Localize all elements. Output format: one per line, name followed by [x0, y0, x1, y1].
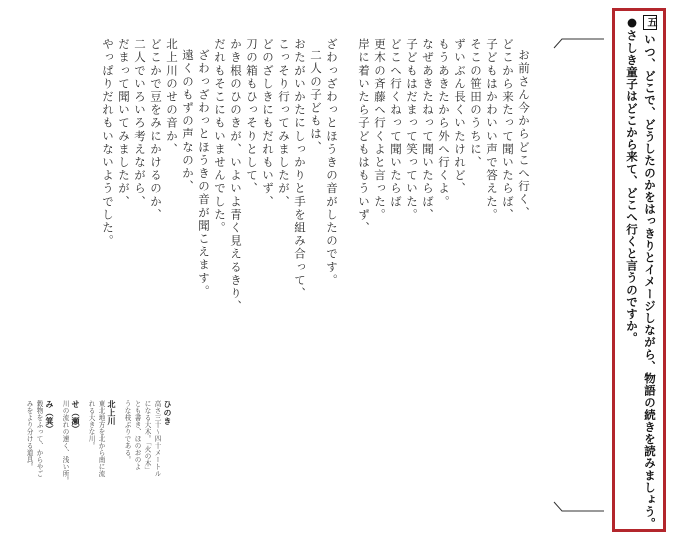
- story-line: ざわっざわっとほうきの音がしたのです。: [325, 38, 339, 287]
- note-se: せ（瀬） 川の流れの速く、浅い所。: [60, 400, 80, 530]
- note-mi: み（箕） 穀物をふって、からやご みをより分ける道具。: [24, 400, 54, 530]
- story-line: かき根のひのきが、いよいよ青く見えるきり、: [229, 38, 243, 314]
- note-term: み（箕）: [45, 400, 54, 434]
- story-line: どこへ行くねって聞いたらば: [389, 38, 403, 209]
- instruction-line-1: 五いつ、どこで、どうしたのかをはっきりとイメージしながら、物語の続きを読みましょう。: [643, 17, 657, 530]
- story-line: お前さん今からどこへ行く、: [517, 49, 531, 220]
- story-line: どのざしきにもだれもいず、: [261, 38, 275, 209]
- story-line: 二人の子どもは、: [309, 49, 323, 154]
- paragraph-gap: [340, 38, 356, 358]
- instruction-box: [612, 8, 666, 532]
- note-term: 北上川: [107, 400, 116, 426]
- glossary-notes: [2, 400, 172, 530]
- note-hinoki: ひのき 高さ三十〜四十メートル になる大木。「火の木」 とも書き、ほのおのよ うな枝ぶりである。: [122, 400, 172, 530]
- story-line: 岸に着いたら子どもはもういず、: [357, 38, 371, 235]
- story-line: 子どもはだまって笑っていた。: [405, 38, 419, 222]
- story-line: おたがいかたにしっかりと手を組み合って、: [293, 38, 307, 300]
- note-kitakamigawa: 北上川 東北地方を北から南に流 れる大きな川。: [86, 400, 116, 530]
- section-number: 五: [645, 17, 656, 28]
- note-term: せ（瀬）: [71, 400, 80, 434]
- note-term: ひのき: [163, 400, 172, 426]
- story-line: どこから来たって聞いたらば、: [501, 38, 515, 222]
- story-text: [101, 38, 532, 358]
- story-line: 更木の斉藤へ行くよと言った。: [373, 38, 387, 222]
- story-line: そこの笹田のうちに、: [469, 38, 483, 169]
- story-line: やっぱりだれもいないようでした。: [101, 38, 115, 248]
- story-line: だれもそこにもいませんでした。: [213, 38, 227, 235]
- story-line: ざわっざわっとほうきの音が聞こえます。: [197, 49, 211, 298]
- story-line: 北上川のせの音か、: [165, 38, 179, 156]
- story-line: 二人でいろいろ考えながら、: [133, 38, 147, 209]
- story-line: 刀の箱もひっそりとして、: [245, 38, 259, 196]
- story-line: もうあきたから外へ行くよ。: [437, 38, 451, 209]
- story-line: ずいぶん長くいたけれど、: [453, 38, 467, 196]
- story-line: 子どもはかわいい声で答えた。: [485, 38, 499, 222]
- story-line: だまって聞いてみましたが、: [117, 38, 131, 209]
- story-line: 遠くのもずの声なのか、: [181, 49, 195, 194]
- story-line: こっそり行ってみましたが、: [277, 38, 291, 209]
- story-line: なぜあきたねって聞いたらば、: [421, 38, 435, 222]
- story-line: どこかで豆をみにかけるのか、: [149, 38, 163, 222]
- instruction-text: [623, 15, 659, 530]
- bracket-bottom-icon: [552, 500, 604, 514]
- bracket-top-icon: [552, 36, 604, 50]
- instruction-line-2: ●さしき童子はどこから来て、どこへ行くと言うのですか。: [625, 15, 639, 345]
